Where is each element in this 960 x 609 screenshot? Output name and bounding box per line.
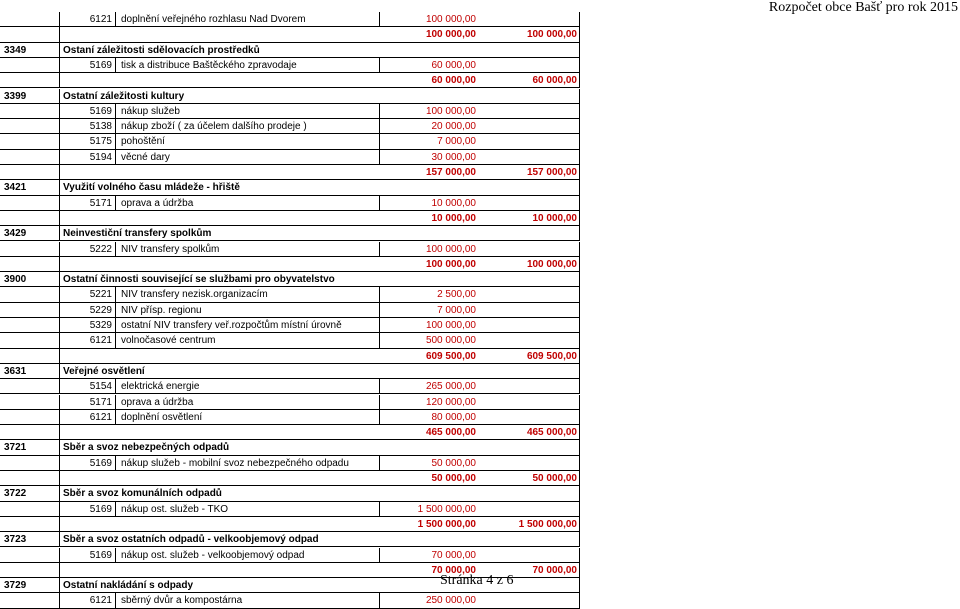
cell-divider bbox=[115, 456, 116, 470]
section-total: 10 000,00 bbox=[532, 212, 577, 224]
cell-divider bbox=[59, 242, 60, 256]
section-number: 3722 bbox=[4, 488, 27, 500]
cell-divider bbox=[59, 257, 60, 271]
cell-divider bbox=[59, 563, 60, 577]
cell-divider bbox=[115, 395, 116, 409]
cell-divider bbox=[59, 134, 60, 148]
section-title: Ostatní záležitosti kultury bbox=[63, 90, 185, 102]
section-total: 70 000,00 bbox=[532, 564, 577, 576]
total-row bbox=[0, 73, 580, 88]
total-amount: 465 000,00 bbox=[425, 427, 476, 439]
cell-divider bbox=[115, 593, 116, 607]
cell-divider bbox=[579, 349, 580, 363]
cell-divider bbox=[115, 379, 116, 393]
item-amount: 1 500 000,00 bbox=[417, 503, 476, 515]
cell-divider bbox=[59, 318, 60, 332]
total-amount: 100 000,00 bbox=[425, 258, 476, 270]
cell-divider bbox=[579, 517, 580, 531]
item-code: 5171 bbox=[89, 197, 112, 209]
cell-divider bbox=[115, 318, 116, 332]
total-row bbox=[0, 27, 580, 42]
item-code: 6121 bbox=[89, 335, 112, 347]
section-total: 100 000,00 bbox=[526, 258, 577, 270]
item-code: 6121 bbox=[89, 411, 112, 423]
section-number: 3631 bbox=[4, 365, 27, 377]
section-total: 609 500,00 bbox=[526, 350, 577, 362]
section-title: Využití volného času mládeže - hřiště bbox=[63, 182, 240, 194]
item-description: nákup služeb bbox=[121, 105, 180, 117]
cell-divider bbox=[115, 104, 116, 118]
item-amount: 120 000,00 bbox=[425, 396, 476, 408]
table-row bbox=[0, 287, 580, 302]
table-row bbox=[0, 456, 580, 471]
item-amount: 100 000,00 bbox=[425, 243, 476, 255]
cell-divider bbox=[579, 196, 580, 210]
cell-divider bbox=[59, 425, 60, 439]
item-description: nákup ost. služeb - velkoobjemový odpad bbox=[121, 549, 305, 561]
cell-divider bbox=[579, 486, 580, 500]
cell-divider bbox=[59, 395, 60, 409]
item-code: 5169 bbox=[89, 457, 112, 469]
cell-divider bbox=[59, 287, 60, 301]
cell-divider bbox=[59, 119, 60, 133]
item-description: sběrný dvůr a kompostárna bbox=[121, 595, 243, 607]
table-row bbox=[0, 379, 580, 394]
total-row bbox=[0, 165, 580, 180]
cell-divider bbox=[115, 242, 116, 256]
item-amount: 80 000,00 bbox=[431, 411, 476, 423]
cell-divider bbox=[115, 548, 116, 562]
table-row bbox=[0, 548, 580, 563]
cell-divider bbox=[59, 211, 60, 225]
cell-divider bbox=[579, 333, 580, 347]
total-row bbox=[0, 257, 580, 272]
cell-divider bbox=[579, 165, 580, 179]
total-amount: 100 000,00 bbox=[425, 29, 476, 41]
table-row bbox=[0, 12, 580, 27]
cell-divider bbox=[579, 563, 580, 577]
page-number: Stránka 4 z 6 bbox=[440, 573, 514, 588]
cell-divider bbox=[579, 318, 580, 332]
item-description: oprava a údržba bbox=[121, 396, 194, 408]
item-code: 5175 bbox=[89, 136, 112, 148]
cell-divider bbox=[59, 593, 60, 607]
table-row bbox=[0, 502, 580, 517]
page-header-title: Rozpočet obce Bašť pro rok 2015 bbox=[768, 0, 958, 15]
item-description: věcné dary bbox=[121, 151, 170, 163]
item-code: 5329 bbox=[89, 320, 112, 331]
item-description: pohoštění bbox=[121, 136, 165, 148]
item-description: doplnění veřejného rozhlasu Nad Dvorem bbox=[121, 14, 306, 25]
cell-divider bbox=[59, 486, 60, 500]
total-amount: 1 500 000,00 bbox=[417, 518, 476, 530]
item-description: NIV transfery spolkům bbox=[121, 243, 220, 255]
cell-divider bbox=[59, 58, 60, 72]
cell-divider bbox=[579, 43, 580, 57]
item-amount: 50 000,00 bbox=[431, 457, 476, 469]
table-row bbox=[0, 150, 580, 165]
total-amount: 60 000,00 bbox=[431, 75, 476, 87]
section-total: 465 000,00 bbox=[526, 427, 577, 439]
item-code: 5169 bbox=[89, 59, 112, 71]
item-amount: 7 000,00 bbox=[437, 304, 476, 316]
item-code: 5169 bbox=[89, 549, 112, 561]
item-code: 5171 bbox=[89, 396, 112, 408]
cell-divider bbox=[59, 578, 60, 592]
total-amount: 157 000,00 bbox=[425, 167, 476, 178]
cell-divider bbox=[59, 104, 60, 118]
cell-divider bbox=[115, 333, 116, 347]
item-amount: 10 000,00 bbox=[431, 197, 476, 209]
cell-divider bbox=[115, 134, 116, 148]
section-number: 3399 bbox=[4, 90, 27, 102]
cell-divider bbox=[59, 226, 60, 240]
cell-divider bbox=[579, 410, 580, 424]
section-number: 3900 bbox=[4, 274, 27, 286]
item-amount: 265 000,00 bbox=[425, 381, 476, 393]
cell-divider bbox=[579, 211, 580, 225]
section-number: 3349 bbox=[4, 44, 27, 56]
table-row bbox=[0, 134, 580, 149]
item-description: doplnění osvětlení bbox=[121, 411, 203, 423]
item-code: 6121 bbox=[89, 14, 112, 25]
item-amount: 70 000,00 bbox=[431, 549, 476, 561]
section-number: 3723 bbox=[4, 534, 27, 546]
cell-divider bbox=[579, 89, 580, 103]
item-code: 5169 bbox=[89, 503, 112, 515]
cell-divider bbox=[59, 43, 60, 57]
cell-divider bbox=[579, 287, 580, 301]
item-code: 5222 bbox=[89, 243, 112, 255]
item-amount: 500 000,00 bbox=[425, 335, 476, 347]
cell-divider bbox=[59, 456, 60, 470]
section-title: Neinvestiční transfery spolkům bbox=[63, 228, 212, 240]
item-description: NIV transfery nezisk.organizacím bbox=[121, 289, 268, 301]
cell-divider bbox=[59, 150, 60, 164]
section-number: 3429 bbox=[4, 228, 27, 240]
cell-divider bbox=[579, 226, 580, 240]
section-number: 3421 bbox=[4, 182, 27, 194]
item-description: nákup služeb - mobilní svoz nebezpečného odpadu bbox=[121, 457, 349, 469]
cell-divider bbox=[579, 119, 580, 133]
item-code: 5169 bbox=[89, 105, 112, 117]
item-description: NIV přísp. regionu bbox=[121, 304, 202, 316]
item-amount: 60 000,00 bbox=[431, 59, 476, 71]
cell-divider bbox=[579, 104, 580, 118]
table-row bbox=[0, 318, 580, 333]
cell-divider bbox=[115, 196, 116, 210]
cell-divider bbox=[579, 548, 580, 562]
cell-divider bbox=[579, 242, 580, 256]
cell-divider bbox=[59, 12, 60, 26]
item-description: oprava a údržba bbox=[121, 197, 194, 209]
cell-divider bbox=[579, 272, 580, 286]
item-amount: 20 000,00 bbox=[431, 121, 476, 133]
section-title: Sběr a svoz komunálních odpadů bbox=[63, 488, 222, 500]
total-amount: 10 000,00 bbox=[431, 212, 476, 224]
table-row bbox=[0, 593, 580, 608]
section-row bbox=[0, 364, 580, 379]
section-row bbox=[0, 89, 580, 104]
cell-divider bbox=[59, 165, 60, 179]
section-row bbox=[0, 226, 580, 241]
total-amount: 609 500,00 bbox=[425, 350, 476, 362]
cell-divider bbox=[579, 27, 580, 41]
item-description: nákup zboží ( za účelem dalšího prodeje ) bbox=[121, 121, 307, 133]
cell-divider bbox=[59, 333, 60, 347]
table-row bbox=[0, 104, 580, 119]
section-number: 3729 bbox=[4, 580, 27, 592]
section-row bbox=[0, 440, 580, 455]
cell-divider bbox=[579, 73, 580, 87]
total-row bbox=[0, 471, 580, 486]
table-row bbox=[0, 395, 580, 410]
cell-divider bbox=[579, 364, 580, 378]
item-amount: 250 000,00 bbox=[425, 595, 476, 607]
item-code: 5194 bbox=[89, 151, 112, 163]
cell-divider bbox=[579, 379, 580, 393]
section-total: 1 500 000,00 bbox=[518, 518, 577, 530]
cell-divider bbox=[579, 257, 580, 271]
section-total: 50 000,00 bbox=[532, 473, 577, 484]
cell-divider bbox=[579, 471, 580, 485]
cell-divider bbox=[579, 425, 580, 439]
cell-divider bbox=[59, 471, 60, 485]
table-row bbox=[0, 196, 580, 211]
cell-divider bbox=[579, 502, 580, 516]
cell-divider bbox=[115, 58, 116, 72]
cell-divider bbox=[59, 73, 60, 87]
item-amount: 30 000,00 bbox=[431, 151, 476, 163]
item-code: 6121 bbox=[89, 595, 112, 607]
item-code: 5229 bbox=[89, 304, 112, 316]
table-row bbox=[0, 58, 580, 73]
cell-divider bbox=[59, 379, 60, 393]
total-row bbox=[0, 349, 580, 364]
cell-divider bbox=[59, 502, 60, 516]
section-title: Ostatní nakládání s odpady bbox=[63, 580, 194, 592]
cell-divider bbox=[579, 150, 580, 164]
cell-divider bbox=[59, 440, 60, 454]
table-row bbox=[0, 410, 580, 425]
item-amount: 7 000,00 bbox=[437, 136, 476, 148]
section-title: Ostaní záležitosti sdělovacích prostředků bbox=[63, 44, 260, 56]
item-amount: 100 000,00 bbox=[425, 14, 476, 25]
cell-divider bbox=[579, 58, 580, 72]
cell-divider bbox=[115, 150, 116, 164]
total-amount: 70 000,00 bbox=[431, 564, 476, 576]
cell-divider bbox=[579, 578, 580, 592]
cell-divider bbox=[115, 287, 116, 301]
item-amount: 2 500,00 bbox=[437, 289, 476, 301]
cell-divider bbox=[59, 349, 60, 363]
cell-divider bbox=[59, 548, 60, 562]
section-row bbox=[0, 272, 580, 287]
item-code: 5154 bbox=[89, 381, 112, 393]
section-title: Ostatní činnosti související se službami pro obyvatelstvo bbox=[63, 274, 335, 286]
section-number: 3721 bbox=[4, 442, 27, 454]
cell-divider bbox=[579, 456, 580, 470]
section-title: Veřejné osvětlení bbox=[63, 365, 145, 377]
table-row bbox=[0, 119, 580, 134]
item-description: elektrická energie bbox=[121, 381, 200, 393]
item-code: 5138 bbox=[89, 121, 112, 133]
section-row bbox=[0, 43, 580, 58]
section-total: 60 000,00 bbox=[532, 75, 577, 87]
cell-divider bbox=[59, 517, 60, 531]
item-amount: 100 000,00 bbox=[425, 320, 476, 331]
item-description: volnočasové centrum bbox=[121, 335, 216, 347]
cell-divider bbox=[579, 395, 580, 409]
section-total: 100 000,00 bbox=[526, 29, 577, 41]
cell-divider bbox=[579, 134, 580, 148]
cell-divider bbox=[579, 440, 580, 454]
cell-divider bbox=[59, 303, 60, 317]
cell-divider bbox=[115, 303, 116, 317]
cell-divider bbox=[59, 196, 60, 210]
cell-divider bbox=[579, 593, 580, 607]
section-row bbox=[0, 180, 580, 195]
cell-divider bbox=[579, 532, 580, 546]
cell-divider bbox=[579, 303, 580, 317]
item-amount: 100 000,00 bbox=[425, 105, 476, 117]
cell-divider bbox=[59, 410, 60, 424]
total-row bbox=[0, 425, 580, 440]
table-row bbox=[0, 333, 580, 348]
cell-divider bbox=[59, 364, 60, 378]
section-title: Sběr a svoz ostatních odpadů - velkoobjemový odpad bbox=[63, 534, 319, 546]
cell-divider bbox=[59, 89, 60, 103]
cell-divider bbox=[59, 272, 60, 286]
table-row bbox=[0, 242, 580, 257]
section-total: 157 000,00 bbox=[526, 167, 577, 178]
item-description: ostatní NIV transfery veř.rozpočtům místní úrovně bbox=[121, 320, 342, 331]
cell-divider bbox=[115, 119, 116, 133]
table-row bbox=[0, 303, 580, 318]
total-row bbox=[0, 517, 580, 532]
total-amount: 50 000,00 bbox=[431, 473, 476, 484]
item-description: tisk a distribuce Baštěckého zpravodaje bbox=[121, 59, 297, 71]
cell-divider bbox=[59, 532, 60, 546]
item-description: nákup ost. služeb - TKO bbox=[121, 503, 229, 515]
item-code: 5221 bbox=[89, 289, 112, 301]
cell-divider bbox=[59, 180, 60, 194]
cell-divider bbox=[115, 502, 116, 516]
section-row bbox=[0, 486, 580, 501]
cell-divider bbox=[579, 180, 580, 194]
section-title: Sběr a svoz nebezpečných odpadů bbox=[63, 442, 230, 454]
cell-divider bbox=[579, 12, 580, 26]
cell-divider bbox=[115, 12, 116, 26]
total-row bbox=[0, 211, 580, 226]
cell-divider bbox=[115, 410, 116, 424]
cell-divider bbox=[59, 27, 60, 41]
section-row bbox=[0, 532, 580, 547]
